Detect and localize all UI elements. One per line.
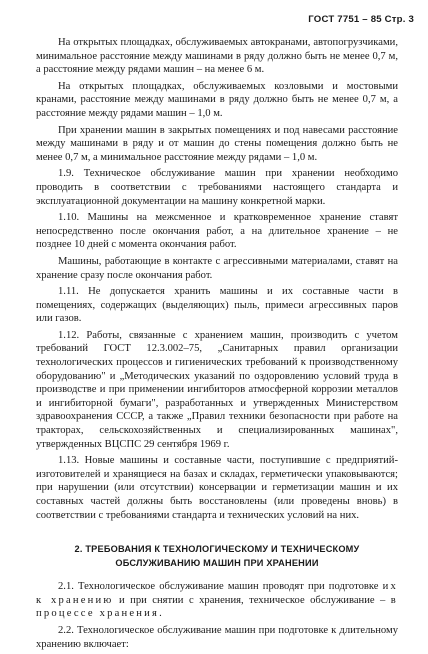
- section-heading-line: ОБСЛУЖИВАНИЮ МАШИН ПРИ ХРАНЕНИИ: [115, 558, 319, 569]
- document-body: [36, 36, 398, 654]
- text-run: 2.1. Технологическое обслуживание машин проводят при подготовке: [58, 581, 383, 593]
- paragraph: На открытых площадках, обслуживаемых козловыми и мостовыми кранами, расстояние между машинами в ряду должно быть не менее 0,7 м, а расстояние между рядами машин – 1,0 м.: [36, 80, 398, 119]
- section-heading-line: 2. ТРЕБОВАНИЯ К ТЕХНОЛОГИЧЕСКОМУ И ТЕХНИЧЕСКОМУ: [74, 544, 360, 555]
- paragraph: При хранении машин в закрытых помещениях и под навесами расстояние между машинами в ряду и от машин до стены помещения должно быть не менее 0,7 м, а минимальное расстояние между рядами – 1,0 м.: [36, 124, 398, 163]
- section-heading: [36, 542, 398, 570]
- paragraph-1-10: 1.10. Машины на межсменное и кратковременное хранение ставят непосредственно после окончания работ, а на длительное хранение – не позднее 10 дней с момента окончания работ.: [36, 212, 398, 251]
- spaced-emphasis: их к хранению: [36, 581, 398, 606]
- paragraph-2-2: 2.2. Технологическое обслуживание машин при подготовке к длительному хранению включает:: [36, 624, 398, 650]
- page-header: ГОСТ 7751 – 85 Стр. 3: [308, 14, 414, 25]
- paragraph-1-11: 1.11. Не допускается хранить машины и их составные части в помещениях, содержащих (выделяющих) пыль, примеси агрессивных паров или газов.: [36, 286, 398, 325]
- paragraph-1-12: 1.12. Работы, связанные с хранением машин, производить с учетом требований ГОСТ 12.3.002–75, „Санитарных правил организации технологических процессов и гигиенических требований к производственному оборудованию" и „Методических указаний по оздоровлению условий труда в производстве и при применении ингибиторов атмосферной коррозии металлов и ингибиторной бумаги", разработанных и утвержденных Министерством здравоохранения СССР, а также „Правил техники безопасности при работе на тракторах, сельскохозяйственных и специализированных машинах", утвержденных ВЦСПС 29 сентября 1969 г.: [36, 329, 398, 450]
- paragraph: На открытых площадках, обслуживаемых автокранами, автопогрузчиками, минимальное расстояние между машинами в ряду должно быть не менее 0,7 м, а расстояние между рядами машин – на менее 6 м.: [36, 37, 398, 76]
- text-run: и при снятии с хранения, техническое обслуживание –: [113, 594, 391, 606]
- paragraph: Машины, работающие в контакте с агрессивными материалами, ставят на хранение сразу после окончания работ.: [36, 255, 398, 281]
- paragraph-1-9: 1.9. Техническое обслуживание машин при хранении необходимо проводить в соответствии с требованиями настоящего стандарта и эксплуатационной документации на машину конкретной марки.: [36, 168, 398, 207]
- paragraph-1-13: 1.13. Новые машины и составные части, поступившие с предприятий-изготовителей и хранящиеся на базах и складах, герметически упаковываются; при нарушении (или отсутствии) консервации и герметизации машин и их составных частей должны быть восстановлены (или проведены вновь) в соответствии с требованиями стандарта и технических условий на них.: [36, 455, 398, 521]
- text-run: .: [159, 608, 162, 620]
- paragraph-2-1: [36, 580, 398, 621]
- spaced-emphasis: в процессе хранения: [36, 594, 398, 620]
